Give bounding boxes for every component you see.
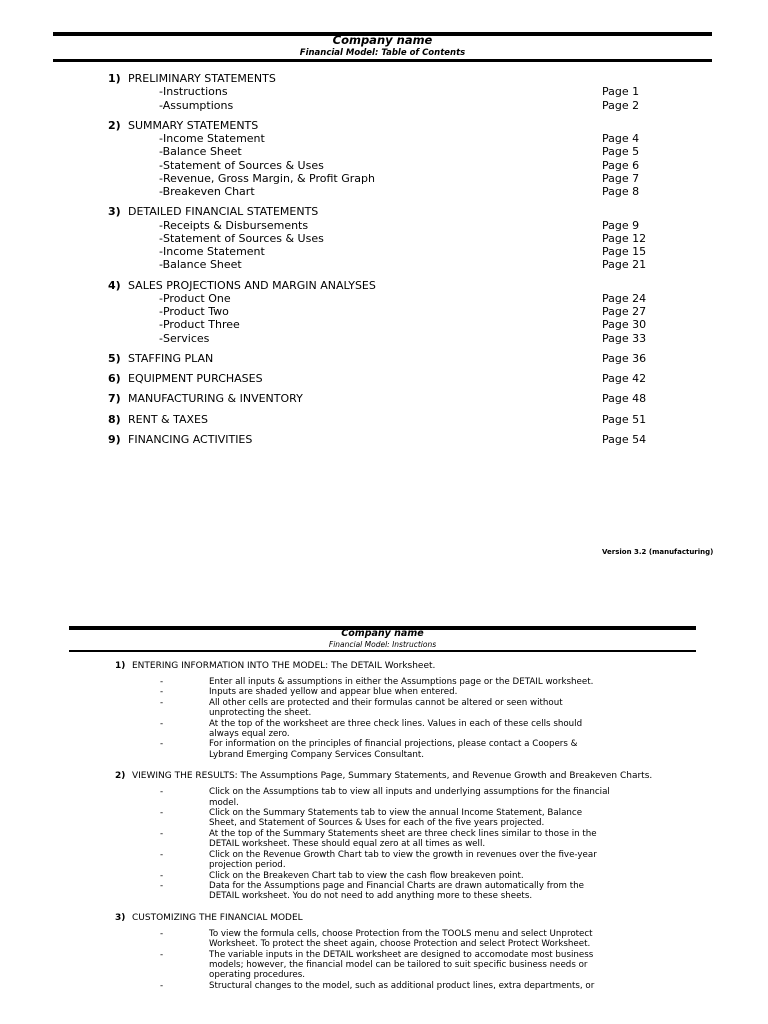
toc-item-label: Assumptions (162, 98, 234, 112)
page-number: Page 6 (602, 158, 640, 172)
instruction-bullet (160, 881, 611, 902)
toc-item-label: Balance Sheet (162, 258, 242, 272)
instruction-bullet (160, 698, 611, 719)
instruction-bullet (160, 677, 611, 687)
bullet-dash: - (160, 880, 164, 891)
instruction-heading (115, 770, 675, 782)
toc-item-row: -Statement of Sources & Uses (159, 231, 324, 245)
page-number: Page 42 (602, 372, 647, 385)
section-title: PRELIMINARY STATEMENTS (128, 72, 276, 85)
version-label: Version 3.2 (manufacturing) (602, 548, 714, 556)
toc-item (108, 245, 668, 258)
toc-item (108, 318, 668, 331)
bullet-dash: - (160, 739, 164, 750)
bullet-text: At the top of the Summary Statements sheet are three check lines similar to those in the DETAIL worksheet. These should equal zero at all times as well. (209, 828, 597, 850)
page-number: Page 48 (602, 392, 647, 406)
instruction-bullet (160, 787, 611, 808)
toc-item-label: Statement of Sources & Uses (162, 158, 324, 172)
section-number: 1) (108, 72, 121, 85)
page-number: Page 2 (602, 98, 640, 112)
toc-item (108, 99, 668, 112)
toc-section-heading (108, 119, 668, 132)
toc-section-heading (108, 72, 668, 85)
instruction-heading (115, 660, 675, 672)
toc-item-label: Statement of Sources & Uses (162, 231, 324, 245)
toc-item (108, 145, 668, 158)
bullet-dash: - (160, 787, 164, 798)
page-number: Page 30 (602, 318, 647, 332)
bullet-text: Click on the Breakeven Chart tab to view the cash flow breakeven point. (209, 870, 524, 881)
bullet-text: Click on the Revenue Growth Chart tab to view the growth in revenues over the five-year projection period. (209, 849, 597, 871)
toc-item (108, 172, 668, 185)
section-number: 2) (108, 118, 121, 132)
bullet-dash: - (160, 687, 164, 698)
toc-section-heading (108, 433, 668, 446)
page-number: Page 7 (602, 171, 640, 185)
toc-item-label: Receipts & Disbursements (162, 218, 309, 232)
toc-company-name: Company name (332, 33, 433, 47)
toc-item-row: -Breakeven Chart (159, 185, 255, 198)
toc-item-row: -Product Two (159, 305, 229, 318)
bullet-dash: - (160, 849, 164, 860)
toc-item-label: Product One (162, 291, 231, 305)
toc-subtitle: Financial Model: Table of Contents (299, 48, 466, 58)
page-number: Page 36 (602, 351, 647, 365)
bullet-text: To view the formula cells, choose Protection from the TOOLS menu and select Unprotect Worksheet. To protect the sheet again, choose Protection and select Protect Worksheet. (209, 928, 593, 950)
bullet-dash: - (160, 980, 164, 991)
page-number: Page 15 (602, 245, 647, 258)
toc-item-label: Income Statement (162, 132, 265, 145)
bullet-text: At the top of the worksheet are three check lines. Values in each of these cells should always equal zero. (209, 718, 583, 740)
section-number: 7) (108, 392, 121, 406)
bullet-text: Structural changes to the model, such as additional product lines, extra departments, or (209, 980, 595, 991)
bullet-dash: - (160, 697, 164, 708)
section-title: ENTERING INFORMATION INTO THE MODEL: The DETAIL Worksheet. (132, 661, 436, 671)
instruction-bullet (160, 687, 611, 697)
toc-item-row: -Revenue, Gross Margin, & Profit Graph (159, 171, 375, 185)
section-number: 6) (108, 372, 121, 385)
bullet-dash: - (160, 949, 164, 960)
bullet-text: Click on the Summary Statements tab to view the annual Income Statement, Balance Sheet, and Statement of Sources & Uses for each of the five years projected. (209, 808, 583, 829)
section-number: 9) (108, 432, 121, 446)
toc-bottom-rule (53, 59, 712, 62)
toc-item-row: -Assumptions (159, 98, 234, 112)
page-number: Page 24 (602, 291, 647, 305)
toc-section (108, 433, 668, 446)
toc-section-heading (108, 413, 668, 426)
bullet-text: For information on the principles of financial projections, please contact a Coopers & Lybrand Emerging Company Services Consultant. (209, 739, 578, 760)
toc-section-heading (108, 205, 668, 218)
toc-section (108, 413, 668, 426)
toc-section-heading (108, 279, 668, 292)
toc-item-row: -Receipts & Disbursements (159, 218, 309, 232)
page-number: Page 9 (602, 218, 640, 232)
instruction-bullet (160, 850, 611, 871)
section-number: 8) (108, 412, 121, 426)
page-number: Page 1 (602, 85, 640, 99)
page-number: Page 27 (602, 305, 647, 318)
instruction-bullet (160, 871, 611, 881)
bullet-dash: - (160, 870, 164, 881)
section-title: VIEWING THE RESULTS: The Assumptions Page, Summary Statements, and Revenue Growth and Breakeven Charts. (132, 771, 653, 782)
instruction-section (115, 770, 675, 901)
bullet-text: Click on the Assumptions tab to view all inputs and underlying assumptions for the financial model. (209, 787, 610, 808)
bullet-dash: - (160, 828, 164, 839)
toc-item-label: Revenue, Gross Margin, & Profit Graph (162, 171, 375, 185)
toc-item-label: Product Three (162, 318, 240, 332)
toc-item-row: -Services (159, 331, 210, 345)
bullet-dash: - (160, 677, 164, 687)
section-title: SUMMARY STATEMENTS (128, 118, 259, 132)
toc-item (108, 292, 668, 305)
instruction-section (115, 660, 675, 760)
section-title: FINANCING ACTIVITIES (128, 432, 253, 446)
bullet-text: Inputs are shaded yellow and appear blue when entered. (209, 687, 458, 698)
instr-subtitle: Financial Model: Instructions (328, 640, 437, 649)
instruction-bullet (160, 981, 611, 991)
section-title: DETAILED FINANCIAL STATEMENTS (128, 205, 319, 219)
bullet-text: Data for the Assumptions page and Financial Charts are drawn automatically from the DETAIL worksheet. You do not need to add anything more to these sheets. (209, 880, 584, 902)
instruction-bullet (160, 719, 611, 740)
page-number: Page 5 (602, 145, 640, 159)
page-number: Page 12 (602, 231, 647, 245)
bullet-text: All other cells are protected and their formulas cannot be altered or seen without unprotecting the sheet. (209, 697, 563, 719)
toc-item-label: Product Two (162, 305, 229, 318)
page-number: Page 54 (602, 432, 647, 446)
toc-item (108, 219, 668, 232)
bullet-dash: - (160, 808, 164, 819)
instr-company-name: Company name (341, 628, 424, 639)
toc-item-row: -Balance Sheet (159, 258, 242, 272)
section-number: 4) (108, 278, 121, 292)
toc-section-heading (108, 372, 668, 385)
toc-item-label: Balance Sheet (162, 145, 242, 159)
toc-item-label: Income Statement (162, 245, 265, 258)
bullet-dash: - (160, 718, 164, 729)
instruction-bullet (160, 829, 611, 850)
toc-item (108, 185, 668, 198)
bullet-text: Enter all inputs & assumptions in either the Assumptions page or the DETAIL worksheet. (209, 677, 594, 687)
instruction-heading (115, 912, 675, 924)
section-number: 3) (115, 912, 126, 923)
toc-item-row: -Product Three (159, 318, 240, 332)
page-number: Page 8 (602, 185, 640, 198)
section-title: RENT & TAXES (128, 412, 208, 426)
toc-item-label: Breakeven Chart (162, 185, 255, 198)
instruction-bullet (160, 929, 611, 950)
section-number: 5) (108, 351, 121, 365)
toc-item (108, 232, 668, 245)
toc-item (108, 132, 668, 145)
section-number: 3) (108, 205, 121, 219)
section-number: 1) (115, 661, 126, 671)
instructions (115, 660, 675, 1001)
toc-section (108, 352, 668, 365)
toc-section (108, 119, 668, 199)
page-number: Page 21 (602, 258, 647, 272)
toc-item-row: -Balance Sheet (159, 145, 242, 159)
page-number: Page 4 (602, 132, 640, 145)
toc-item-row: -Statement of Sources & Uses (159, 158, 324, 172)
instruction-bullet (160, 950, 611, 981)
toc-item (108, 258, 668, 271)
instruction-section (115, 912, 675, 991)
section-title: STAFFING PLAN (128, 351, 214, 365)
table-of-contents (108, 72, 668, 453)
section-title: CUSTOMIZING THE FINANCIAL MODEL (132, 912, 303, 923)
page-number: Page 51 (602, 412, 647, 426)
toc-section-heading (108, 352, 668, 365)
toc-section (108, 279, 668, 345)
section-number: 2) (115, 771, 126, 782)
page-number: Page 33 (602, 331, 647, 345)
instr-bottom-rule (69, 650, 696, 652)
toc-section (108, 372, 668, 385)
bullet-dash: - (160, 928, 164, 939)
toc-item-row: -Income Statement (159, 245, 265, 258)
toc-item-label: Instructions (162, 85, 228, 99)
instruction-bullet (160, 739, 611, 760)
toc-section-heading (108, 392, 668, 405)
toc-item (108, 332, 668, 345)
toc-section (108, 72, 668, 112)
toc-section (108, 205, 668, 271)
toc-item-label: Services (162, 331, 210, 345)
instruction-bullet (160, 808, 611, 829)
section-title: MANUFACTURING & INVENTORY (128, 392, 303, 406)
section-title: SALES PROJECTIONS AND MARGIN ANALYSES (128, 278, 376, 292)
toc-section (108, 392, 668, 405)
toc-item (108, 159, 668, 172)
toc-item-row: -Instructions (159, 85, 228, 99)
toc-item (108, 305, 668, 318)
section-title: EQUIPMENT PURCHASES (128, 372, 263, 385)
toc-item (108, 85, 668, 98)
toc-item-row: -Income Statement (159, 132, 265, 145)
toc-item-row: -Product One (159, 291, 231, 305)
bullet-text: The variable inputs in the DETAIL worksheet are designed to accomodate most business models; however, the financial model can be tailored to suit specific business needs or operating procedures. (209, 949, 594, 981)
